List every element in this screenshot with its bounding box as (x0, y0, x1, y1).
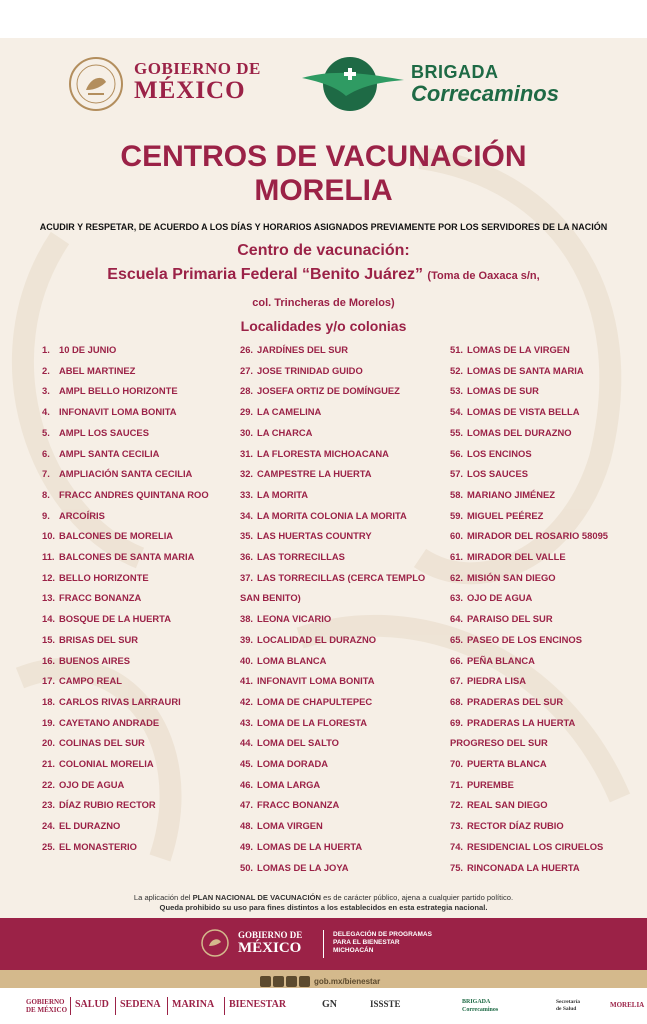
locality-name: INFONAVIT LOMA BONITA (257, 675, 375, 687)
locality-name: AMPL LOS SAUCES (59, 426, 149, 438)
locality-name: LAS HUERTAS COUNTRY (257, 530, 372, 542)
locality-number: 51. (450, 344, 464, 355)
center-address-1: (Toma de Oaxaca s/n, (427, 270, 540, 282)
locality-number: 48. (240, 820, 254, 832)
locality-item (42, 630, 252, 651)
locality-item (42, 816, 252, 837)
locality-name: LOMA LARGA (257, 778, 321, 790)
locality-name: LA CHARCA (257, 426, 313, 438)
locality-item (240, 816, 445, 837)
locality-name: BRISAS DEL SUR (59, 633, 139, 645)
locality-name: FRACC BONANZA (59, 592, 142, 604)
locality-item (240, 713, 445, 734)
footer-gobierno-text (238, 930, 302, 956)
center-name-line (0, 266, 647, 284)
footer-seal-icon (200, 928, 230, 958)
locality-item (450, 754, 630, 775)
locality-item (240, 630, 445, 651)
locality-name: BELLO HORIZONTE (59, 571, 149, 583)
locality-name: LA MORITA (257, 488, 309, 500)
locality-item (42, 754, 252, 775)
locality-number: 28. (240, 385, 254, 397)
locality-number: 55. (450, 426, 464, 438)
center-label: Centro de vacunación: (237, 242, 410, 259)
gobierno-logo-text (134, 60, 261, 104)
locality-item (42, 340, 252, 361)
locality-number: 6. (42, 447, 50, 459)
locality-name: LOMAS DE LA JOYA (257, 861, 349, 873)
locality-number: 64. (450, 613, 464, 625)
locality-number: 43. (240, 716, 254, 728)
footer-band (0, 918, 647, 970)
locality-number: 15. (42, 633, 56, 645)
locality-item (42, 361, 252, 382)
locality-item (450, 588, 630, 609)
social-bar (0, 970, 647, 988)
youtube-icon[interactable] (299, 976, 310, 987)
disclaimer (0, 893, 647, 913)
locality-number: 70. (450, 758, 464, 770)
locality-number: 22. (42, 778, 56, 790)
locality-name: MIRADOR DEL VALLE (467, 551, 566, 563)
locality-item (450, 795, 630, 816)
delegacion-line3: MICHOACÁN (333, 947, 374, 954)
locality-number: 3. (42, 385, 50, 397)
locality-number: 24. (42, 820, 56, 832)
locality-name: LOMA VIRGEN (257, 820, 323, 832)
locality-number: 73. (450, 820, 464, 832)
locality-item (450, 402, 630, 423)
logo-bienestar: BIENESTAR (229, 999, 287, 1010)
locality-item (450, 464, 630, 485)
locality-number: 14. (42, 613, 56, 625)
locality-item (240, 671, 445, 692)
disclaimer-line2: Queda prohibido su uso para fines distintos a los establecidos en esta estrategia nacional. (159, 903, 488, 912)
locality-item (450, 837, 630, 858)
locality-item (240, 423, 445, 444)
locality-item (450, 506, 630, 527)
locality-name: JOSEFA ORTIZ DE DOMÍNGUEZ (257, 385, 400, 397)
gobierno-line2: MÉXICO (134, 77, 246, 104)
locality-number: 72. (450, 799, 464, 811)
locality-number: 8. (42, 488, 50, 500)
roadrunner-logo-icon (300, 52, 406, 116)
locality-name: LAS TORRECILLAS (CERCA TEMPLO SAN BENITO) (240, 571, 426, 604)
locality-item (450, 692, 630, 713)
locality-item (240, 464, 445, 485)
locality-number: 68. (450, 695, 464, 707)
locality-number: 49. (240, 840, 254, 852)
locality-name: COLONIAL MORELIA (59, 758, 154, 770)
locality-item (240, 361, 445, 382)
locality-name: LA MORITA COLONIA LA MORITA (257, 509, 407, 521)
locality-number: 63. (450, 592, 464, 604)
social-url[interactable]: gob.mx/bienestar (314, 977, 381, 987)
locality-item (450, 361, 630, 382)
brigada-line1: BRIGADA (411, 62, 499, 82)
delegacion-line1: DELEGACIÓN DE PROGRAMAS (333, 931, 432, 938)
locality-item (450, 630, 630, 651)
locality-item (42, 671, 252, 692)
locality-item (42, 444, 252, 465)
locality-number: 62. (450, 571, 464, 583)
locality-name: LOMA DORADA (257, 758, 328, 770)
locality-number: 31. (240, 447, 254, 459)
locality-name: LOS ENCINOS (467, 447, 532, 459)
locality-name: LOS SAUCES (467, 468, 528, 480)
locality-number: 58. (450, 488, 464, 500)
locality-number: 66. (450, 654, 464, 666)
locality-number: 10. (42, 530, 56, 542)
locality-number: 5. (42, 426, 50, 438)
locality-item (240, 340, 445, 361)
locality-number: 65. (450, 633, 464, 645)
locality-number: 26. (240, 344, 254, 355)
locality-item (450, 547, 630, 568)
locality-item (42, 713, 252, 734)
locality-item (240, 526, 445, 547)
locality-name: LOMAS DE SUR (467, 385, 539, 397)
locality-name: EL DURAZNO (59, 820, 121, 832)
locality-number: 16. (42, 654, 56, 666)
locality-item (240, 568, 445, 609)
locality-number: 61. (450, 551, 464, 563)
disclaimer-pre: La aplicación del (133, 893, 193, 902)
logo-sep-1 (70, 997, 71, 1015)
locality-name: LOMAS DE SANTA MARIA (467, 364, 584, 376)
logo-gobierno: GOBIERNO DE MÉXICO (26, 998, 68, 1014)
locality-name: OJO DE AGUA (59, 778, 125, 790)
locality-item (450, 444, 630, 465)
page-title-line1: CENTROS DE VACUNACIÓN (120, 140, 527, 173)
locality-item (42, 795, 252, 816)
locality-name: LAS TORRECILLAS (257, 551, 345, 563)
locality-item (42, 381, 252, 402)
locality-name: 10 DE JUNIO (59, 344, 117, 355)
locality-name: PRADERAS LA HUERTA PROGRESO DEL SUR (450, 716, 575, 749)
locality-item (450, 340, 630, 361)
locality-item (240, 506, 445, 527)
facebook-icon[interactable] (260, 976, 271, 987)
locality-name: LOMAS DE LA HUERTA (257, 840, 363, 852)
logo-issste: ISSSTE (370, 999, 401, 1009)
header (0, 38, 647, 130)
locality-number: 74. (450, 840, 464, 852)
locality-name: LOMA DE LA FLORESTA (257, 716, 368, 728)
locality-name: BALCONES DE SANTA MARIA (59, 551, 195, 563)
locality-item (42, 651, 252, 672)
locality-name: LOMAS DEL DURAZNO (467, 426, 572, 438)
localities-label: Localidades y/o colonias (240, 318, 407, 334)
twitter-icon[interactable] (273, 976, 284, 987)
locality-item (450, 671, 630, 692)
locality-number: 35. (240, 530, 254, 542)
locality-name: RESIDENCIAL LOS CIRUELOS (467, 840, 604, 852)
logo-sep-4 (224, 997, 225, 1015)
locality-name: DÍAZ RUBIO RECTOR (59, 799, 156, 811)
locality-name: AMPL BELLO HORIZONTE (59, 385, 178, 397)
locality-item (42, 609, 252, 630)
locality-item (240, 858, 445, 879)
localities-column-1 (42, 340, 252, 858)
locality-item (42, 733, 252, 754)
locality-name: CAYETANO ANDRADE (59, 716, 160, 728)
locality-item (240, 609, 445, 630)
locality-number: 47. (240, 799, 254, 811)
locality-number: 11. (42, 551, 55, 563)
locality-number: 2. (42, 364, 50, 376)
center-address-2: col. Trincheras de Morelos) (252, 297, 395, 309)
locality-item (240, 733, 445, 754)
locality-name: LOMAS DE VISTA BELLA (467, 406, 580, 418)
locality-number: 75. (450, 861, 464, 873)
locality-name: REAL SAN DIEGO (467, 799, 548, 811)
locality-name: FRACC ANDRES QUINTANA ROO (59, 488, 209, 500)
locality-number: 19. (42, 716, 56, 728)
locality-name: RECTOR DÍAZ RUBIO (467, 820, 564, 832)
locality-item (240, 381, 445, 402)
brigada-logo-text (411, 62, 559, 106)
locality-name: PIEDRA LISA (467, 675, 527, 687)
locality-name: LEONA VICARIO (257, 613, 332, 625)
locality-number: 18. (42, 695, 56, 707)
locality-number: 30. (240, 426, 254, 438)
locality-item (240, 837, 445, 858)
locality-name: PUREMBE (467, 778, 514, 790)
logo-salud: SALUD (75, 999, 109, 1010)
locality-number: 9. (42, 509, 50, 521)
locality-name: LOMA DE CHAPULTEPEC (257, 695, 373, 707)
localities-column-2 (240, 340, 445, 878)
locality-name: LA CAMELINA (257, 406, 322, 418)
locality-item (450, 526, 630, 547)
locality-item (42, 464, 252, 485)
locality-item (42, 568, 252, 589)
logo-brigada: BRIGADA Correcaminos (462, 999, 499, 1013)
locality-number: 1. (42, 344, 50, 355)
locality-item (42, 423, 252, 444)
locality-item (450, 423, 630, 444)
footer-delegacion (333, 931, 432, 955)
locality-number: 13. (42, 592, 56, 604)
locality-item (450, 381, 630, 402)
locality-number: 42. (240, 695, 254, 707)
locality-name: COLINAS DEL SUR (59, 737, 145, 749)
locality-name: CAMPO REAL (59, 675, 123, 687)
locality-number: 53. (450, 385, 464, 397)
logo-gn: GN (322, 999, 337, 1010)
disclaimer-line1 (0, 893, 647, 903)
locality-item (450, 816, 630, 837)
locality-number: 33. (240, 488, 254, 500)
locality-item (42, 588, 252, 609)
locality-name: JARDÍNES DEL SUR (257, 344, 348, 355)
locality-item (240, 444, 445, 465)
locality-number: 4. (42, 406, 50, 418)
locality-name: BUENOS AIRES (59, 654, 131, 666)
locality-name: LOMAS DE LA VIRGEN (467, 344, 570, 355)
locality-name: CARLOS RIVAS LARRAURI (59, 695, 181, 707)
locality-number: 50. (240, 861, 254, 873)
logo-sedena: SEDENA (120, 999, 161, 1010)
brigada-line2: Correcaminos (411, 81, 559, 106)
locality-number: 52. (450, 364, 464, 376)
page-title-line2: MORELIA (254, 174, 393, 207)
locality-number: 40. (240, 654, 254, 666)
locality-item (240, 754, 445, 775)
locality-name: PRADERAS DEL SUR (467, 695, 564, 707)
locality-name: INFONAVIT LOMA BONITA (59, 406, 177, 418)
locality-number: 67. (450, 675, 464, 687)
locality-number: 17. (42, 675, 56, 687)
locality-name: BALCONES DE MORELIA (59, 530, 174, 542)
locality-number: 23. (42, 799, 56, 811)
locality-item (450, 609, 630, 630)
locality-number: 20. (42, 737, 56, 749)
locality-number: 36. (240, 551, 254, 563)
locality-number: 32. (240, 468, 254, 480)
locality-name: PASEO DE LOS ENCINOS (467, 633, 582, 645)
locality-number: 39. (240, 633, 254, 645)
disclaimer-strong: PLAN NACIONAL DE VACUNACIÓN (192, 893, 321, 902)
footer-gob-line2: MÉXICO (238, 940, 302, 956)
locality-name: MIGUEL PEÉREZ (467, 509, 544, 521)
locality-item (42, 506, 252, 527)
locality-name: MIRADOR DEL ROSARIO 58095 (467, 530, 609, 542)
locality-name: OJO DE AGUA (467, 592, 533, 604)
locality-number: 7. (42, 468, 50, 480)
locality-item (240, 402, 445, 423)
locality-item (42, 526, 252, 547)
locality-name: AMPLIACIÓN SANTA CECILIA (59, 468, 193, 480)
locality-name: LOCALIDAD EL DURAZNO (257, 633, 377, 645)
locality-item (450, 713, 630, 754)
locality-name: PARAISO DEL SUR (467, 613, 553, 625)
localities-column-3 (450, 340, 630, 878)
locality-number: 54. (450, 406, 464, 418)
locality-number: 27. (240, 364, 254, 376)
locality-number: 59. (450, 509, 464, 521)
locality-number: 57. (450, 468, 464, 480)
locality-number: 29. (240, 406, 254, 418)
locality-number: 46. (240, 778, 254, 790)
locality-item (42, 485, 252, 506)
locality-item (450, 651, 630, 672)
logo-sep-3 (167, 997, 168, 1015)
locality-item (240, 692, 445, 713)
center-name: Escuela Primaria Federal “Benito Juárez” (107, 266, 423, 283)
instagram-icon[interactable] (286, 976, 297, 987)
locality-name: LA FLORESTA MICHOACANA (257, 447, 389, 459)
locality-item (42, 692, 252, 713)
locality-number: 37. (240, 571, 254, 583)
locality-item (450, 485, 630, 506)
locality-item (240, 651, 445, 672)
locality-name: EL MONASTERIO (59, 840, 137, 852)
locality-number: 34. (240, 509, 254, 521)
locality-item (42, 547, 252, 568)
logo-secretaria-salud: Secretaría de Salud (556, 999, 581, 1012)
disclaimer-post: es de carácter público, ajena a cualquier partido político. (321, 893, 514, 902)
locality-number: 69. (450, 716, 464, 728)
locality-number: 41. (240, 675, 254, 687)
locality-number: 21. (42, 758, 56, 770)
locality-number: 45. (240, 758, 254, 770)
locality-number: 25. (42, 840, 56, 852)
gobierno-line1: GOBIERNO DE (134, 59, 261, 78)
top-band (0, 0, 647, 38)
locality-name: MISIÓN SAN DIEGO (467, 571, 556, 583)
locality-name: CAMPESTRE LA HUERTA (257, 468, 372, 480)
locality-number: 71. (450, 778, 464, 790)
footer-divider (323, 930, 324, 958)
locality-number: 12. (42, 571, 56, 583)
locality-name: PEÑA BLANCA (467, 654, 535, 666)
locality-item (42, 837, 252, 858)
locality-number: 56. (450, 447, 464, 459)
locality-name: BOSQUE DE LA HUERTA (59, 613, 171, 625)
locality-name: RINCONADA LA HUERTA (467, 861, 580, 873)
instruction-text: ACUDIR Y RESPETAR, DE ACUERDO A LOS DÍAS Y HORARIOS ASIGNADOS PREVIAMENTE POR LOS SERVIDORES DE LA NACIÓN (39, 222, 608, 232)
logo-sep-2 (115, 997, 116, 1015)
locality-item (240, 795, 445, 816)
locality-number: 44. (240, 737, 254, 749)
locality-item (42, 775, 252, 796)
locality-item (240, 485, 445, 506)
locality-name: JOSE TRINIDAD GUIDO (257, 364, 363, 376)
footer-gob-line1: GOBIERNO DE (238, 930, 303, 940)
locality-name: AMPL SANTA CECILIA (59, 447, 160, 459)
locality-item (450, 858, 630, 879)
logo-morelia: MORELIA (610, 1001, 645, 1009)
locality-name: PUERTA BLANCA (467, 758, 547, 770)
locality-item (240, 775, 445, 796)
logo-marina: MARINA (172, 999, 215, 1010)
national-seal-icon (68, 56, 124, 112)
locality-name: FRACC BONANZA (257, 799, 340, 811)
locality-item (450, 568, 630, 589)
locality-name: LOMA BLANCA (257, 654, 327, 666)
locality-item (450, 775, 630, 796)
locality-name: LOMA DEL SALTO (257, 737, 339, 749)
locality-name: ABEL MARTINEZ (59, 364, 136, 376)
locality-number: 38. (240, 613, 254, 625)
partner-logos-bar (0, 988, 647, 1024)
locality-name: ARCOÍRIS (59, 509, 105, 521)
locality-item (42, 402, 252, 423)
locality-item (240, 547, 445, 568)
delegacion-line2: PARA EL BIENESTAR (333, 939, 400, 946)
locality-name: MARIANO JIMÉNEZ (467, 488, 556, 500)
locality-number: 60. (450, 530, 464, 542)
